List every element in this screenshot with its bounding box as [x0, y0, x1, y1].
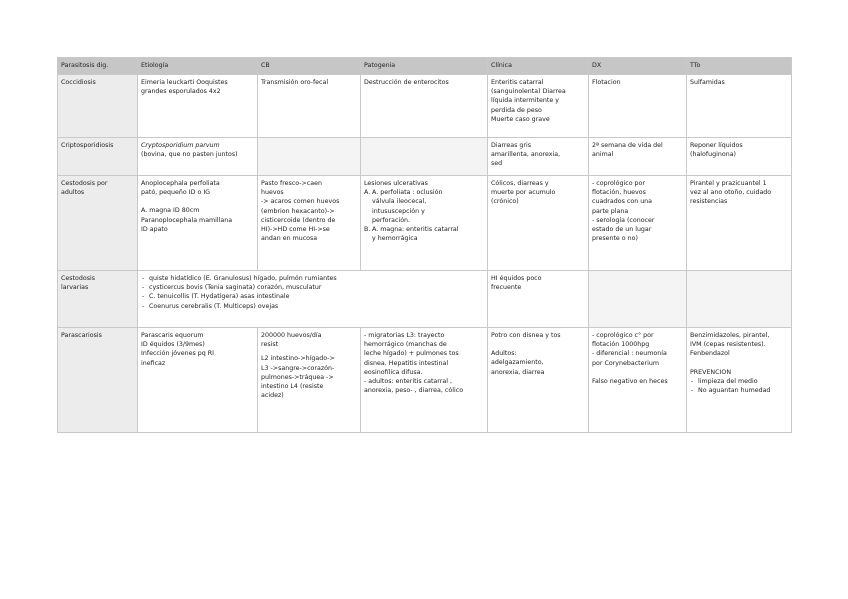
tto-cell: Sulfamidas: [687, 75, 792, 138]
larvarias-merged-cell: [138, 271, 488, 328]
clinica-cell: Cólicos, diarreas y muerte por acumulo (crónico): [488, 176, 589, 271]
prevencion-list: [690, 377, 788, 395]
list-item: - quiste hidatídico (E. Granulosus) hígado, pulmón rumiantes: [149, 274, 484, 283]
list-item: B. A. magna: enteritis catarral y hemorrágica: [364, 226, 459, 243]
list-item: - cysticercus bovis (Tenia saginata) corazón, musculatur: [149, 283, 484, 292]
larvarias-list: [141, 274, 484, 311]
header-cell: Parasitosis dig.: [58, 58, 138, 75]
tto-cell: Pirantel y prazicuantel 1 vez al ano otoño, cuidado resistencias: [687, 176, 792, 271]
tto-cell-empty: [687, 271, 792, 328]
etiologia-cell: Parascaris equorum ID équidos (3/9mes) Infección jóvenes pq RI ineficaz: [138, 328, 258, 433]
etiologia-cell: Eimeria leuckarti Ooquistes grandes esporulados 4x2: [138, 75, 258, 138]
patogenia-cell: Destrucción de enterocitos: [361, 75, 488, 138]
clinica-cell: Enteritis catarral (sanguinolenta) Diarrea líquida intermitente y perdida de peso Muerte caso grave: [488, 75, 589, 138]
patogenia-list: [364, 188, 484, 243]
dx-cell: - coprológico c° por flotación 1000hpg - diferencial : neumonía por Corynebacterium Falso negativo en heces: [589, 328, 687, 433]
table-row-cestodosis-larvarias: [58, 271, 792, 328]
dx-cell: Flotacion: [589, 75, 687, 138]
header-cell: CB: [258, 58, 361, 75]
row-label: Parascariosis: [58, 328, 138, 433]
patogenia-cell-empty: [361, 138, 488, 176]
header-row: [58, 58, 792, 75]
list-item: - limpieza del medio: [698, 377, 788, 386]
cb-cell-empty: [258, 138, 361, 176]
row-label: Coccidiosis: [58, 75, 138, 138]
tto-cell: Reponer líquidos (halofuginona): [687, 138, 792, 176]
header-cell: Etiología: [138, 58, 258, 75]
dx-cell: 2ª semana de vida del animal: [589, 138, 687, 176]
clinica-cell: HI équidos poco frecuente: [488, 271, 589, 328]
list-item: - No aguantan humedad: [698, 386, 788, 395]
patogenia-cell: - migratorias L3: trayecto hemorrágico (manchas de leche hígado) + pulmones tos disnea. Hepatitis intestinal eosinofílica difusa. - adultos: enteritis catarral , anorexia, peso- , diarrea, cólico: [361, 328, 488, 433]
parasitosis-table: [57, 57, 792, 433]
row-label: Criptosporidiosis: [58, 138, 138, 176]
clinica-cell: Diarreas gris amarillenta, anorexia, sed: [488, 138, 589, 176]
header-cell: Clínica: [488, 58, 589, 75]
list-item: A. A. perfoliata : oclusión válvula ileocecal, intususcepción y perforación.: [364, 189, 443, 224]
header-cell: TTo: [687, 58, 792, 75]
row-label: Cestodosis por adultos: [58, 176, 138, 271]
table-row-parascariosis: [58, 328, 792, 433]
list-item: - Coenurus cerebralis (T. Multiceps) ovejas: [149, 302, 484, 311]
patogenia-cell: Lesiones ulcerativas A. A. perfoliata : oclusión válvula ileocecal, intususcepción y perforación. B. A. magna: enteritis catarral y hemorrágica: [361, 176, 488, 271]
etiologia-cell: Cryptosporidium parvum (bovina, que no pasten juntos): [138, 138, 258, 176]
table-row-coccidiosis: [58, 75, 792, 138]
cb-cell: Transmisión oro-fecal: [258, 75, 361, 138]
header-cell: Patogenia: [361, 58, 488, 75]
cb-cell: Pasto fresco->caen huevos -> acaros comen huevos (embrion hexacanto)-> cisticercoide (dentro de HI)->HD come HI->se andan en mucosa: [258, 176, 361, 271]
table-row-cestodosis-adultos: [58, 176, 792, 271]
clinica-cell: Potro con disnea y tos Adultos: adelgazamiento, anorexia, diarrea: [488, 328, 589, 433]
parasitosis-table-sheet: [57, 57, 791, 433]
list-item: - C. tenuicollis (T. Hydatigera) asas intestinale: [149, 292, 484, 301]
row-label: Cestodosis larvarias: [58, 271, 138, 328]
header-cell: DX: [589, 58, 687, 75]
table-header: [58, 58, 792, 75]
dx-cell-empty: [589, 271, 687, 328]
tto-cell: Benzimidazoles, pirantel, IVM (cepas resistentes). Fenbendazol PREVENCION - limpieza del medio - No aguantan humedad: [687, 328, 792, 433]
cb-cell: 200000 huevos/día resist L2 intestino->hígado-> L3 ->sangre->corazón- pulmones->tráquea -> intestino L4 (resiste acidez): [258, 328, 361, 433]
dx-cell: - coprológico por flotación, huevos cuadrados con una parte plana - serología (conocer estado de un lugar presente o no): [589, 176, 687, 271]
table-row-criptosporidiosis: [58, 138, 792, 176]
etiologia-cell: Anoplocephala perfoliata pató, pequeño ID o IG A. magna ID 80cm Paranoplocephala mamillana ID apato: [138, 176, 258, 271]
